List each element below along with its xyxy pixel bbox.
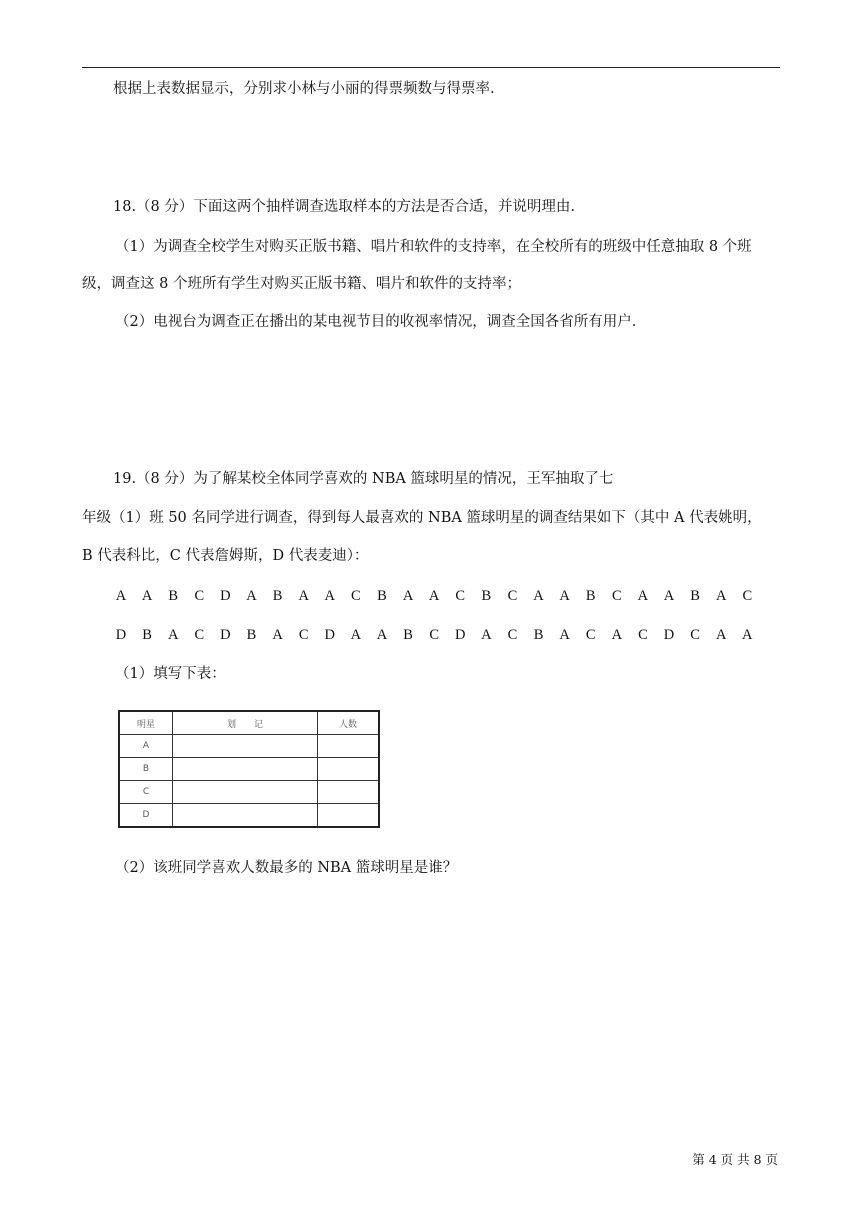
sequence-letter: B bbox=[690, 588, 700, 604]
table-row bbox=[119, 735, 379, 758]
sequence-letter: A bbox=[350, 627, 362, 643]
sequence-letter: A bbox=[115, 588, 127, 604]
sequence-letter: D bbox=[220, 588, 231, 604]
row-count-cell[interactable] bbox=[318, 781, 380, 804]
survey-sequence-row2 bbox=[108, 625, 760, 645]
sequence-letter: A bbox=[428, 588, 440, 604]
sequence-letter: D bbox=[115, 627, 127, 643]
sequence-letter: C bbox=[194, 627, 205, 643]
sequence-letter: C bbox=[585, 627, 596, 643]
table-row bbox=[119, 804, 379, 828]
q19-line1: 19.（8 分）为了解某校全体同学喜欢的 NBA 篮球明星的情况，王军抽取了七 bbox=[113, 471, 614, 487]
sequence-letter: C bbox=[611, 588, 622, 604]
sequence-letter: C bbox=[455, 588, 466, 604]
sequence-letter: C bbox=[194, 588, 205, 604]
sequence-letter: A bbox=[167, 627, 179, 643]
q18-part2: （2）电视台为调查正在播出的某电视节目的收视率情况，调查全国各省所有用户. bbox=[115, 314, 637, 330]
sequence-letter: A bbox=[663, 588, 675, 604]
sequence-letter: B bbox=[533, 627, 544, 643]
sequence-letter: C bbox=[429, 627, 439, 643]
q19-part2: （2）该班同学喜欢人数最多的 NBA 篮球明星是谁？ bbox=[115, 860, 458, 876]
sequence-letter: A bbox=[715, 627, 727, 643]
sequence-letter: A bbox=[611, 627, 623, 643]
sequence-letter: A bbox=[324, 588, 336, 604]
header-count: 人数 bbox=[318, 711, 380, 735]
sequence-letter: A bbox=[559, 627, 570, 643]
row-star: B bbox=[119, 758, 173, 781]
sequence-letter: A bbox=[481, 627, 492, 643]
sequence-letter: A bbox=[715, 588, 727, 604]
sequence-letter: B bbox=[168, 588, 179, 604]
tally-table-header-row bbox=[119, 711, 379, 735]
row-tally-cell[interactable] bbox=[173, 781, 318, 804]
sequence-letter: B bbox=[272, 588, 283, 604]
sequence-letter: A bbox=[246, 588, 257, 604]
tally-table bbox=[118, 710, 380, 828]
sequence-letter: B bbox=[585, 588, 596, 604]
row-star: D bbox=[119, 804, 173, 828]
sequence-letter: A bbox=[742, 627, 753, 643]
sequence-letter: D bbox=[220, 627, 231, 643]
sequence-letter: A bbox=[637, 588, 649, 604]
header-star: 明星 bbox=[119, 711, 173, 735]
survey-sequence-row1 bbox=[108, 586, 760, 606]
sequence-letter: D bbox=[663, 627, 675, 643]
q19-part1: （1）填写下表： bbox=[115, 666, 226, 682]
sequence-letter: C bbox=[351, 588, 361, 604]
sequence-letter: A bbox=[402, 588, 414, 604]
q19-line2: 年级（1）班 50 名同学进行调查，得到每人最喜欢的 NBA 篮球明星的调查结果如下（其中 A 代表姚明， bbox=[82, 510, 762, 526]
sequence-letter: B bbox=[377, 588, 387, 604]
sequence-letter: C bbox=[638, 627, 648, 643]
row-star: A bbox=[119, 735, 173, 758]
sequence-letter: D bbox=[455, 627, 466, 643]
row-star: C bbox=[119, 781, 173, 804]
header-rule bbox=[82, 67, 780, 68]
sequence-letter: A bbox=[272, 627, 283, 643]
sequence-letter: B bbox=[246, 627, 257, 643]
sequence-letter: B bbox=[142, 627, 152, 643]
q18-part1-line2: 级，调查这 8 个班所有学生对购买正版书籍、唱片和软件的支持率； bbox=[82, 276, 521, 292]
sequence-letter: A bbox=[559, 588, 570, 604]
sequence-letter: C bbox=[690, 627, 700, 643]
row-count-cell[interactable] bbox=[318, 735, 380, 758]
page-number-footer: 第 4 页 共 8 页 bbox=[692, 1152, 778, 1167]
sequence-letter: C bbox=[742, 588, 753, 604]
sequence-letter: B bbox=[403, 627, 413, 643]
row-count-cell[interactable] bbox=[318, 804, 380, 828]
row-tally-cell[interactable] bbox=[173, 804, 318, 828]
sequence-letter: B bbox=[481, 588, 492, 604]
sequence-letter: C bbox=[298, 627, 309, 643]
sequence-letter: C bbox=[507, 588, 518, 604]
table-row bbox=[119, 758, 379, 781]
sequence-letter: A bbox=[298, 588, 309, 604]
sequence-letter: A bbox=[533, 588, 544, 604]
row-tally-cell[interactable] bbox=[173, 735, 318, 758]
sequence-letter: A bbox=[376, 627, 388, 643]
q19-line3: B 代表科比，C 代表詹姆斯，D 代表麦迪）： bbox=[82, 548, 369, 564]
row-tally-cell[interactable] bbox=[173, 758, 318, 781]
row-count-cell[interactable] bbox=[318, 758, 380, 781]
sequence-letter: A bbox=[141, 588, 153, 604]
header-tally: 划 记 bbox=[173, 711, 318, 735]
q18-part1-line1: （1）为调查全校学生对购买正版书籍、唱片和软件的支持率，在全校所有的班级中任意抽取 8 个班 bbox=[115, 239, 752, 255]
table-row bbox=[119, 781, 379, 804]
previous-question-text: 根据上表数据显示，分别求小林与小丽的得票频数与得票率. bbox=[113, 81, 495, 97]
q18-title: 18.（8 分）下面这两个抽样调查选取样本的方法是否合适，并说明理由. bbox=[113, 199, 576, 215]
sequence-letter: C bbox=[507, 627, 518, 643]
sequence-letter: D bbox=[324, 627, 336, 643]
